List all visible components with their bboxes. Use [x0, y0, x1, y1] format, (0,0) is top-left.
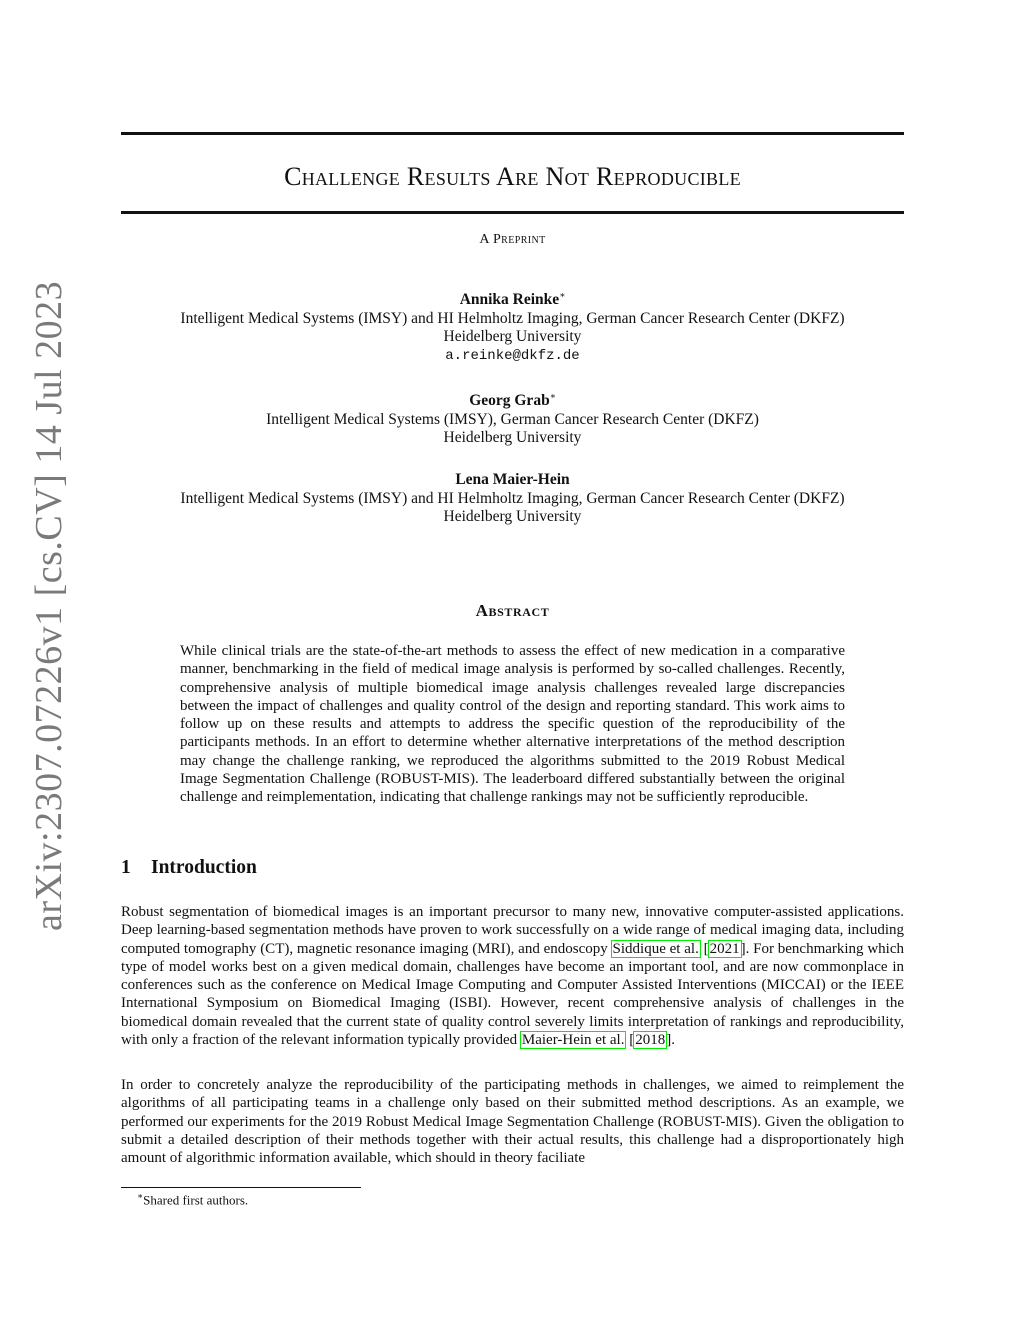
citation-year-link-siddique[interactable]: 2021	[709, 940, 740, 957]
author-university: Heidelberg University	[443, 508, 582, 525]
footnote-mark: ∗	[137, 1191, 144, 1201]
arxiv-identifier: arXiv:2307.07226v1 [cs.CV] 14 Jul 2023	[28, 280, 70, 931]
citation-year-link-maier-hein[interactable]: 2018	[635, 1032, 666, 1049]
author-footnote-mark[interactable]: ∗	[549, 391, 556, 401]
title-rule-bottom	[121, 211, 904, 214]
footnote-rule	[121, 1187, 361, 1188]
section-title: Introduction	[151, 857, 257, 878]
abstract-heading: Abstract	[475, 601, 550, 620]
author-email[interactable]: a.reinke@dkfz.de	[445, 347, 580, 364]
preprint-label: A Preprint	[479, 232, 546, 247]
author-university: Heidelberg University	[443, 429, 582, 447]
author-name: Lena Maier-Hein	[455, 471, 570, 488]
author-affiliation: Intelligent Medical Systems (IMSY) and HI Helmholtz Imaging, German Cancer Research Center (DKFZ)	[180, 309, 845, 327]
footnote	[137, 1191, 248, 1208]
paragraph-text: Robust segmentation of biomedical images is an important precursor to many new, innovative computer-assisted applications. Deep learning-based segmentation methods have proven to work successfully on a wide range of medical imaging data, including computed tomography (CT), magnetic resonance imaging (MRI), and endoscopy	[121, 904, 904, 957]
title-rule-top	[121, 132, 904, 135]
paragraph-text: .	[671, 1032, 675, 1049]
author-footnote-mark[interactable]: ∗	[559, 290, 566, 300]
abstract-text: While clinical trials are the state-of-the-art methods to assess the effect of new medication in a comparative manner, benchmarking in the field of medical image analysis is performed by so-called challenges. Recently, comprehensive analysis of multiple biomedical image analysis challenges revealed large discrepancies between the impact of challenges and quality control of the design and reporting standard. This work aims to follow up on these results and attempts to address the specific question of the reproducibility of the participants methods. In an effort to determine whether alternative interpretations of the method description may change the challenge ranking, we reproduced the algorithms submitted to the 2019 Robust Medical Image Segmentation Challenge (ROBUST-MIS). The leaderboard differed substantially between the original challenge and reimplementation, indicating that challenge rankings may not be sufficiently reproducible.	[180, 643, 845, 806]
section-heading-introduction	[121, 857, 257, 879]
intro-paragraph-1: Robust segmentation of biomedical images is an important precursor to many new, innovative computer-assisted applications. Deep learning-based segmentation methods have proven to work successfully on a wide range of medical imaging data, including computed tomography (CT), magnetic resonance imaging (MRI), and endoscopy Siddique et al. [2021]. For benchmarking which type of model works best on a given medical domain, challenges have become an important tool, and are now commonplace in conferences such as the conference on Medical Image Computing and Computer Assisted Interventions (MICCAI) or the IEEE International Symposium on Biomedical Imaging (ISBI). However, recent comprehensive analysis of challenges in the biomedical domain revealed that the current state of quality control severely limits interpretation of rankings and reproducibility, with only a fraction of the relevant information typically provided Maier-Hein et al. [2018].	[121, 904, 904, 1049]
author-name: Annika Reinke	[459, 291, 560, 309]
author-affiliation: Intelligent Medical Systems (IMSY), German Cancer Research Center (DKFZ)	[266, 410, 759, 428]
author-block-1	[121, 286, 904, 365]
section-number: 1	[121, 857, 131, 878]
footnote-text: Shared first authors.	[143, 1192, 249, 1208]
citation-link-maier-hein[interactable]: Maier-Hein et al.	[521, 1032, 625, 1049]
paper-title: Challenge Results Are Not Reproducible	[284, 162, 741, 191]
author-block-3	[121, 471, 904, 527]
author-name: Georg Grab	[469, 392, 550, 410]
author-affiliation: Intelligent Medical Systems (IMSY) and HI Helmholtz Imaging, German Cancer Research Center (DKFZ)	[180, 489, 845, 507]
paragraph-text: . For benchmarking which type of model works best on a given medical domain, challenges have become an important tool, and are now commonplace in conferences such as the conference on Medical Image Computing and Computer Assisted Interventions (MICCAI) or the IEEE International Symposium on Biomedical Imaging (ISBI). However, recent comprehensive analysis of challenges in the biomedical domain revealed that the current state of quality control severely limits interpretation of rankings and reproducibility, with only a fraction of the relevant information typically provided	[121, 940, 904, 1049]
author-university: Heidelberg University	[443, 328, 582, 346]
citation-link-siddique[interactable]: Siddique et al.	[612, 940, 699, 957]
author-block-2	[121, 387, 904, 448]
intro-paragraph-2: In order to concretely analyze the reproducibility of the participating methods in challenges, we aimed to reimplement the algorithms of all participating teams in a challenge only based on their submitted method descriptions. As an example, we performed our experiments for the 2019 Robust Medical Image Segmentation Challenge (ROBUST-MIS). Given the obligation to submit a detailed description of their methods together with their actual results, this challenge had a disproportionately high amount of algorithmic information available, which should in theory faciliate	[121, 1077, 904, 1167]
